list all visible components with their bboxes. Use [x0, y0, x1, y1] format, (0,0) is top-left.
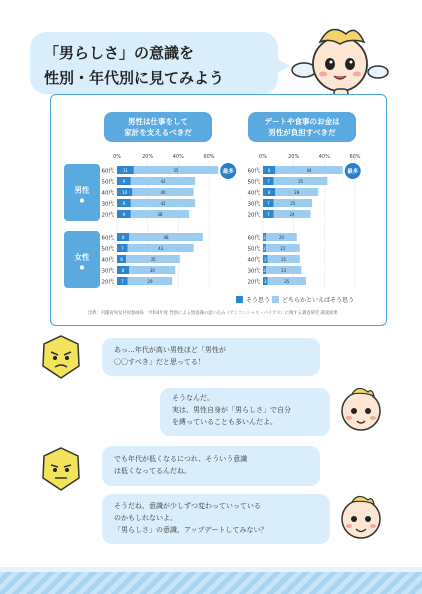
- title-line-2: 性別・年代別に見てみよう: [44, 69, 225, 87]
- speech-2-line-3: を縛っていることも多いんだよ。: [172, 418, 277, 426]
- chart-1-category-label: 40代: [101, 257, 114, 264]
- chart-1-category-label: 40代: [101, 190, 114, 197]
- chart-1-category-label: 20代: [101, 212, 114, 219]
- data-label-strongly: 8: [121, 268, 125, 273]
- data-label-strongly: 8: [121, 235, 125, 240]
- data-label-somewhat: 25: [290, 201, 296, 206]
- title-line-1: 「男らしさ」の意識を: [44, 44, 195, 62]
- source-note: 出典：内閣府男女共同参画局 令和4年度 性別による無意識の思い込み（アンコンシャス・バイアス）に関する調査研究 調査結果: [88, 311, 338, 316]
- data-label-somewhat: 44: [306, 168, 312, 173]
- chart-2-category-label: 20代: [247, 212, 260, 219]
- chart-2-category-label: 50代: [247, 179, 260, 186]
- group-label-male: 男性: [74, 185, 90, 195]
- chart-2-category-label: 30代: [247, 268, 260, 275]
- speech-1-line-1: あっ…年代が高い男性ほど「男性が: [114, 346, 226, 354]
- baby-face-icon: [338, 492, 384, 542]
- data-label-strongly: 6: [120, 257, 123, 262]
- data-label-somewhat: 35: [298, 179, 304, 184]
- speech-1-line-2: 〇〇すべき」だと思ってる！: [114, 358, 205, 366]
- data-label-strongly: 3: [264, 279, 267, 284]
- chart-1-title-line-2: 家計を支えるべきだ: [124, 128, 192, 137]
- chart-1-category-label: 30代: [101, 268, 114, 275]
- data-label-somewhat: 48: [163, 235, 169, 240]
- chart-2-category-label: 50代: [247, 246, 260, 253]
- data-label-somewhat: 43: [158, 246, 164, 251]
- data-label-strongly: 9: [122, 179, 126, 184]
- baby-face-icon: [338, 384, 384, 434]
- data-label-strongly: 8: [267, 168, 271, 173]
- speech-bubble-3: [102, 446, 320, 486]
- speech-bubble-2: [160, 388, 330, 436]
- chart-1-tick-label: 20%: [142, 154, 154, 160]
- speech-2-line-1: そうなんだ。: [172, 394, 214, 402]
- chart-2-title-line-2: 男性が負担すべきだ: [268, 128, 336, 137]
- data-label-strongly: 7: [121, 246, 124, 251]
- data-label-strongly: 11: [122, 168, 128, 173]
- speech-4-line-3: 「男らしさ」の意識、アップデートしてみない？: [114, 526, 268, 534]
- data-label-somewhat: 20: [278, 235, 284, 240]
- data-label-somewhat: 21: [281, 257, 287, 262]
- speech-text-4: [114, 500, 268, 536]
- data-label-strongly: 2: [263, 235, 266, 240]
- chart-1-tick-label: 60%: [203, 154, 215, 160]
- chart-2-category-label: 60代: [247, 235, 260, 242]
- data-label-strongly: 2: [263, 246, 266, 251]
- chart-2-tick-label: 0%: [259, 154, 267, 160]
- chart-1-tick-label: 40%: [172, 154, 184, 160]
- chart-1-tick-label: 0%: [113, 154, 121, 160]
- data-label-strongly: 7: [121, 279, 124, 284]
- speech-text-1: [114, 344, 226, 368]
- chart-2-category-label: 40代: [247, 257, 260, 264]
- most-badge-label-2: 最多: [347, 169, 359, 175]
- data-label-strongly: 7: [267, 212, 270, 217]
- data-label-somewhat: 23: [281, 268, 287, 273]
- group-label-female: 女性: [74, 252, 90, 262]
- speech-2-line-2: 実は、男性自身が「男らしさ」で自分: [172, 406, 291, 414]
- speech-3-line-1: でも年代が低くなるにつれ、そういう意識: [114, 455, 248, 463]
- female-symbol-icon: [80, 265, 84, 269]
- data-label-somewhat: 29: [147, 279, 153, 284]
- speech-text-3: [114, 453, 247, 477]
- speech-3-line-2: は低くなってるんだね。: [114, 467, 191, 475]
- speech-bubble-1: [102, 338, 320, 376]
- data-label-strongly: 8: [267, 190, 271, 195]
- data-label-strongly: 2: [263, 268, 266, 273]
- data-label-strongly: 9: [122, 201, 126, 206]
- neutral-face-icon: [40, 446, 82, 492]
- chart-2-title-line-1: デートや食事のお金は: [264, 117, 340, 126]
- data-label-somewhat: 22: [280, 246, 286, 251]
- chart-2-tick-label: 20%: [288, 154, 300, 160]
- chart-2-category-label: 30代: [247, 201, 260, 208]
- data-label-somewhat: 55: [173, 168, 179, 173]
- most-badge-label-1: 最多: [222, 169, 234, 175]
- data-label-strongly: 10: [122, 190, 128, 195]
- male-symbol-icon: [80, 198, 84, 202]
- speech-4-line-2: のかもしれないよ。: [114, 514, 177, 522]
- frowning-face-icon: [40, 334, 82, 380]
- legend-swatch-light: [272, 296, 279, 303]
- chart-1-category-label: 20代: [101, 279, 114, 286]
- data-label-somewhat: 40: [160, 190, 166, 195]
- data-label-strongly: 3: [264, 257, 267, 262]
- footer-stripes: [0, 572, 422, 594]
- data-label-strongly: 7: [267, 201, 270, 206]
- chart-1-title-line-1: 男性は仕事をして: [128, 117, 188, 126]
- data-label-somewhat: 42: [160, 179, 166, 184]
- chart-2-category-label: 20代: [247, 279, 260, 286]
- legend-label-1: そう思う: [246, 297, 271, 304]
- legend-label-2: どちらかといえばそう思う: [282, 297, 355, 304]
- speech-text-2: [172, 392, 291, 428]
- data-label-somewhat: 30: [149, 268, 155, 273]
- data-label-somewhat: 24: [289, 212, 295, 217]
- data-label-somewhat: 25: [284, 279, 290, 284]
- chart-2-category-label: 60代: [247, 168, 260, 175]
- data-label-strongly: 9: [122, 212, 126, 217]
- speech-4-line-1: そうだね、意識が少しずつ変わっていっている: [114, 502, 261, 510]
- legend-swatch-dark: [236, 296, 243, 303]
- chart-1-category-label: 50代: [101, 246, 114, 253]
- legend-item-1: [236, 295, 270, 304]
- data-label-somewhat: 35: [150, 257, 156, 262]
- chart-1-category-label: 60代: [101, 235, 114, 242]
- data-label-somewhat: 42: [160, 201, 166, 206]
- legend-item-2: [272, 295, 354, 304]
- data-label-strongly: 7: [267, 179, 270, 184]
- chart-1-category-label: 60代: [101, 168, 114, 175]
- chart-2-tick-label: 60%: [349, 154, 361, 160]
- speech-bubble-4: [102, 494, 330, 544]
- data-label-somewhat: 28: [294, 190, 300, 195]
- chart-2-category-label: 40代: [247, 190, 260, 197]
- chart-1-category-label: 30代: [101, 201, 114, 208]
- chart-2-tick-label: 40%: [318, 154, 330, 160]
- chart-1-category-label: 50代: [101, 179, 114, 186]
- data-label-somewhat: 38: [157, 212, 163, 217]
